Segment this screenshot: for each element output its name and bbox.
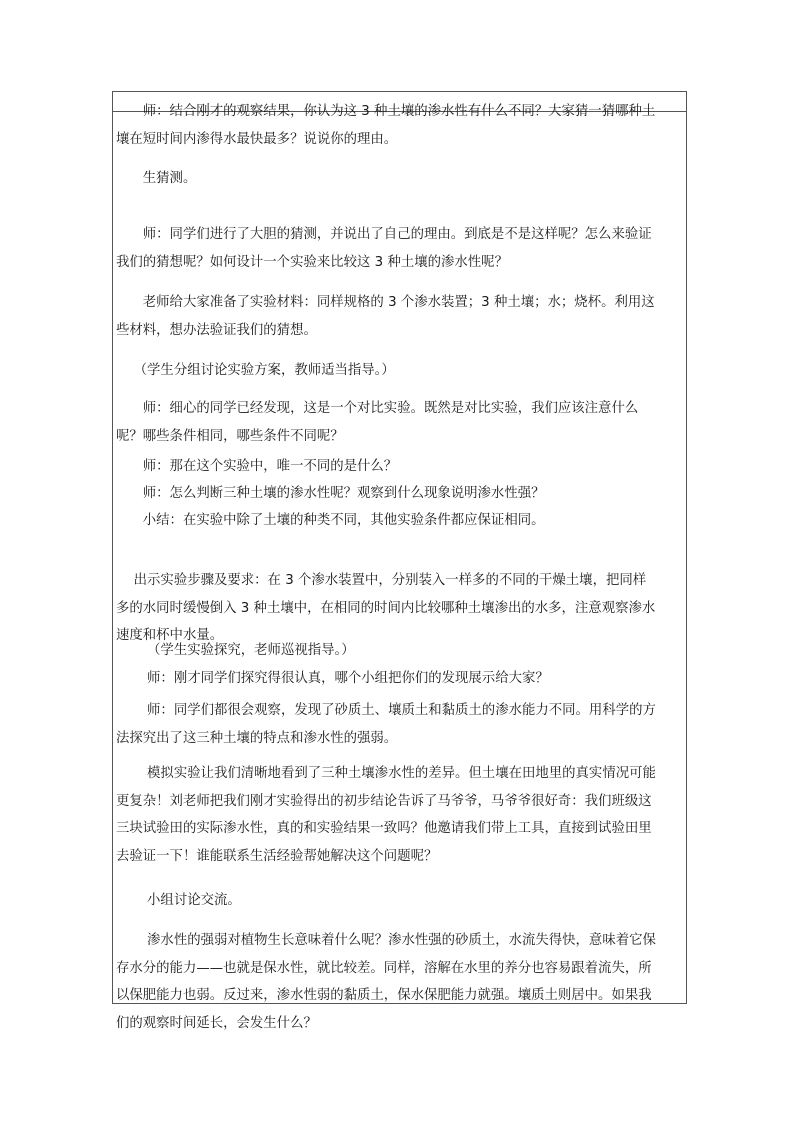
text-line: 我们的猜想呢？如何设计一个实验来比较这 3 种土壤的渗水性呢？ xyxy=(116,254,508,270)
text-line: 渗水性的强弱对植物生长意味着什么呢？渗水性强的砂质土，水流失得快，意味着它保 xyxy=(116,933,656,948)
text-line: 师：细心的同学已经发现，这是一个对比实验。既然是对比实验，我们应该注意什么 xyxy=(116,401,639,416)
text-line: 师：同学们进行了大胆的猜测，并说出了自己的理由。到底是不是这样呢？怎么来验证 xyxy=(116,227,652,242)
text-line: 出示实验步骤及要求：在 3 个渗水装置中，分别装入一样多的不同的干燥土壤，把同样 xyxy=(116,573,647,588)
paragraph xyxy=(116,480,678,508)
text-line: 去验证一下！谁能联系生活经验帮她解决这个问题呢？ xyxy=(116,848,438,864)
paragraph xyxy=(116,289,678,344)
paragraph xyxy=(116,760,678,870)
text-line: 生猜测。 xyxy=(116,171,197,186)
text-line: （学生分组讨论实验方案，教师适当指导。） xyxy=(116,363,395,378)
text-line: 壤在短时间内渗得水最快最多？说说你的理由。 xyxy=(116,131,398,147)
text-line: 存水分的能力——也就是保水性，就比较差。同样，溶解在水里的养分也容易跟着流失，所 xyxy=(116,960,652,976)
paragraph xyxy=(116,887,678,915)
text-line: 师：怎么判断三种土壤的渗水性呢？观察到什么现象说明渗水性强？ xyxy=(116,486,545,501)
paragraph xyxy=(116,165,678,193)
paragraph xyxy=(116,395,678,450)
text-line: 小组讨论交流。 xyxy=(116,893,241,908)
paragraph xyxy=(116,221,678,276)
text-line: 小结：在实验中除了土壤的种类不同，其他实验条件都应保证相同。 xyxy=(116,513,545,528)
text-line: 老师给大家准备了实验材料：同样规格的 3 个渗水装置；3 种土壤；水；烧杯。利用这 xyxy=(116,295,655,310)
text-line: 以保肥能力也弱。反过来，渗水性弱的黏质土，保水保肥能力就强。壤质土则居中。如果我 xyxy=(116,988,652,1003)
paragraph xyxy=(116,453,678,481)
text-line: 们的观察时间延长，会发生什么？ xyxy=(116,1015,317,1031)
paragraph xyxy=(116,507,678,535)
text-line: 师：结合刚才的观察结果，你认为这 3 种土壤的渗水性有什么不同？大家猜一猜哪种土 xyxy=(116,104,656,119)
text-line: 多的水同时缓慢倒入 3 种土壤中，在相同的时间内比较哪种土壤渗出的水多，注意观察渗水 xyxy=(116,600,656,616)
text-line: 更复杂！刘老师把我们刚才实验得出的初步结论告诉了马爷爷，马爷爷很好奇：我们班级这 xyxy=(116,793,652,809)
text-line: 模拟实验让我们清晰地看到了三种土壤渗水性的差异。但土壤在田地里的真实情况可能 xyxy=(116,766,656,781)
paragraph xyxy=(116,357,678,385)
paragraph xyxy=(116,697,678,752)
text-line: 三块试验田的实际渗水性，真的和实验结果一致吗？他邀请我们带上工具，直接到试验田里 xyxy=(116,821,652,836)
paragraph xyxy=(116,665,678,693)
text-line: 速度和杯中水量。 xyxy=(116,628,224,643)
text-line: 法探究出了这三种土壤的特点和渗水性的强弱。 xyxy=(116,730,398,746)
text-line: （学生实验探究，老师巡视指导。） xyxy=(116,643,355,658)
text-line: 呢？哪些条件相同，哪些条件不同呢？ xyxy=(116,428,344,444)
text-line: 师：刚才同学们探究得很认真，哪个小组把你们的发现展示给大家？ xyxy=(116,671,549,686)
text-line: 师：那在这个实验中，唯一不同的是什么？ xyxy=(116,459,398,474)
paragraph xyxy=(116,637,678,665)
text-line: 些材料，想办法验证我们的猜想。 xyxy=(116,322,317,338)
paragraph xyxy=(116,98,678,153)
paragraph xyxy=(116,927,678,1037)
text-line: 师：同学们都很会观察，发现了砂质土、壤质土和黏质土的渗水能力不同。用科学的方 xyxy=(116,703,656,718)
